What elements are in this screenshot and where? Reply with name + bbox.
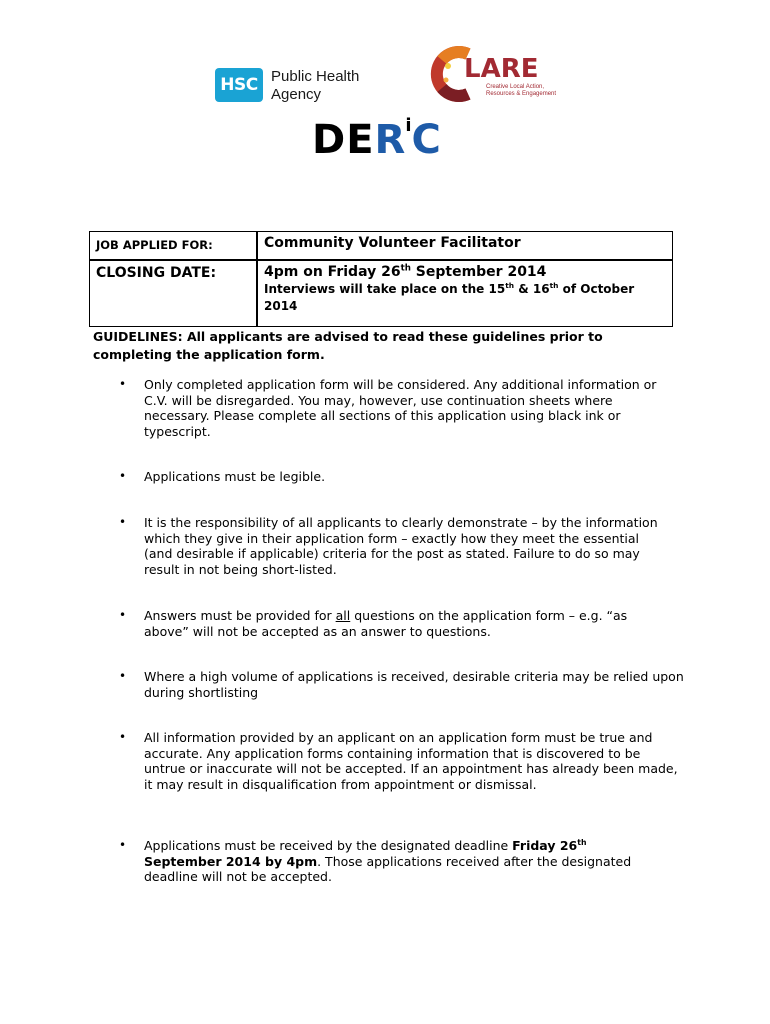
bullet-icon: •: [119, 469, 127, 483]
closing-date-label: CLOSING DATE:: [96, 265, 217, 281]
bullet-icon: •: [119, 730, 127, 744]
deric-de: DE: [312, 117, 375, 163]
guideline-item-4: Answers must be provided for all questions on the application form – e.g. “as above” will not be accepted as an answer to questions.: [144, 608, 628, 639]
guideline-item-5: Where a high volume of applications is received, desirable criteria may be relied upon during shortlisting: [144, 669, 684, 700]
guideline-item-6: All information provided by an applicant on an application form must be true and accurate. Any application forms containing information that is discovered to be untrue or inaccurate will not be accepted. If an appointment has already been made, it may result in disqualification from appointment or dismissal.: [144, 730, 678, 792]
job-details-table: [89, 231, 673, 327]
deric-c: C: [411, 117, 442, 163]
clare-logo-tagline: [486, 84, 556, 98]
bullet-icon: •: [119, 608, 127, 622]
bullet-icon: •: [119, 838, 127, 852]
guideline-item-7: Applications must be received by the designated deadline Friday 26th September 2014 by 4pm. Those applications received after the designated deadline will not be accepted.: [144, 837, 632, 884]
clare-tag-line1: Creative Local Action,: [486, 84, 545, 90]
job-applied-label: JOB APPLIED FOR:: [96, 238, 213, 252]
job-applied-value: Community Volunteer Facilitator: [264, 235, 521, 251]
guidelines-heading: GUIDELINES: All applicants are advised to read these guidelines prior to completing the application form.: [93, 329, 603, 362]
clare-logo: [428, 44, 568, 104]
deric-r: R: [374, 117, 407, 163]
hsc-logo: [215, 64, 365, 110]
hsc-logo-text: [271, 68, 359, 104]
hsc-logo-line2: Agency: [271, 86, 322, 103]
deric-i: i: [405, 115, 413, 136]
guideline-item-3: It is the responsibility of all applicants to clearly demonstrate – by the information which they give in their application form – exactly how they meet the essential (and desirable if applicable) criteria for the post as stated. Failure to do so may result in not being short-listed.: [144, 515, 658, 577]
bullet-icon: •: [119, 377, 127, 391]
table-divider-vertical: [256, 232, 258, 326]
bullet-icon: •: [119, 669, 127, 683]
table-divider-horizontal: [90, 259, 672, 261]
guideline-item-2: Applications must be legible.: [144, 469, 326, 484]
bullet-icon: •: [119, 515, 127, 529]
closing-date-value: 4pm on Friday 26th September 2014: [264, 263, 547, 280]
clare-logo-word: LARE: [464, 54, 539, 84]
guideline-item-1: Only completed application form will be considered. Any additional information or C.V. will be disregarded. You may, however, use continuation sheets where necessary. Please complete all sections of this application using black ink or typescript.: [144, 377, 657, 439]
hsc-logo-line1: Public Health: [271, 68, 360, 85]
hsc-logo-mark: HSC: [215, 68, 263, 102]
interview-dates: Interviews will take place on the 15th & 16th of October 2014: [264, 281, 635, 313]
clare-tag-line2: Resources & Engagement: [486, 91, 557, 97]
deric-logo: [312, 115, 442, 163]
